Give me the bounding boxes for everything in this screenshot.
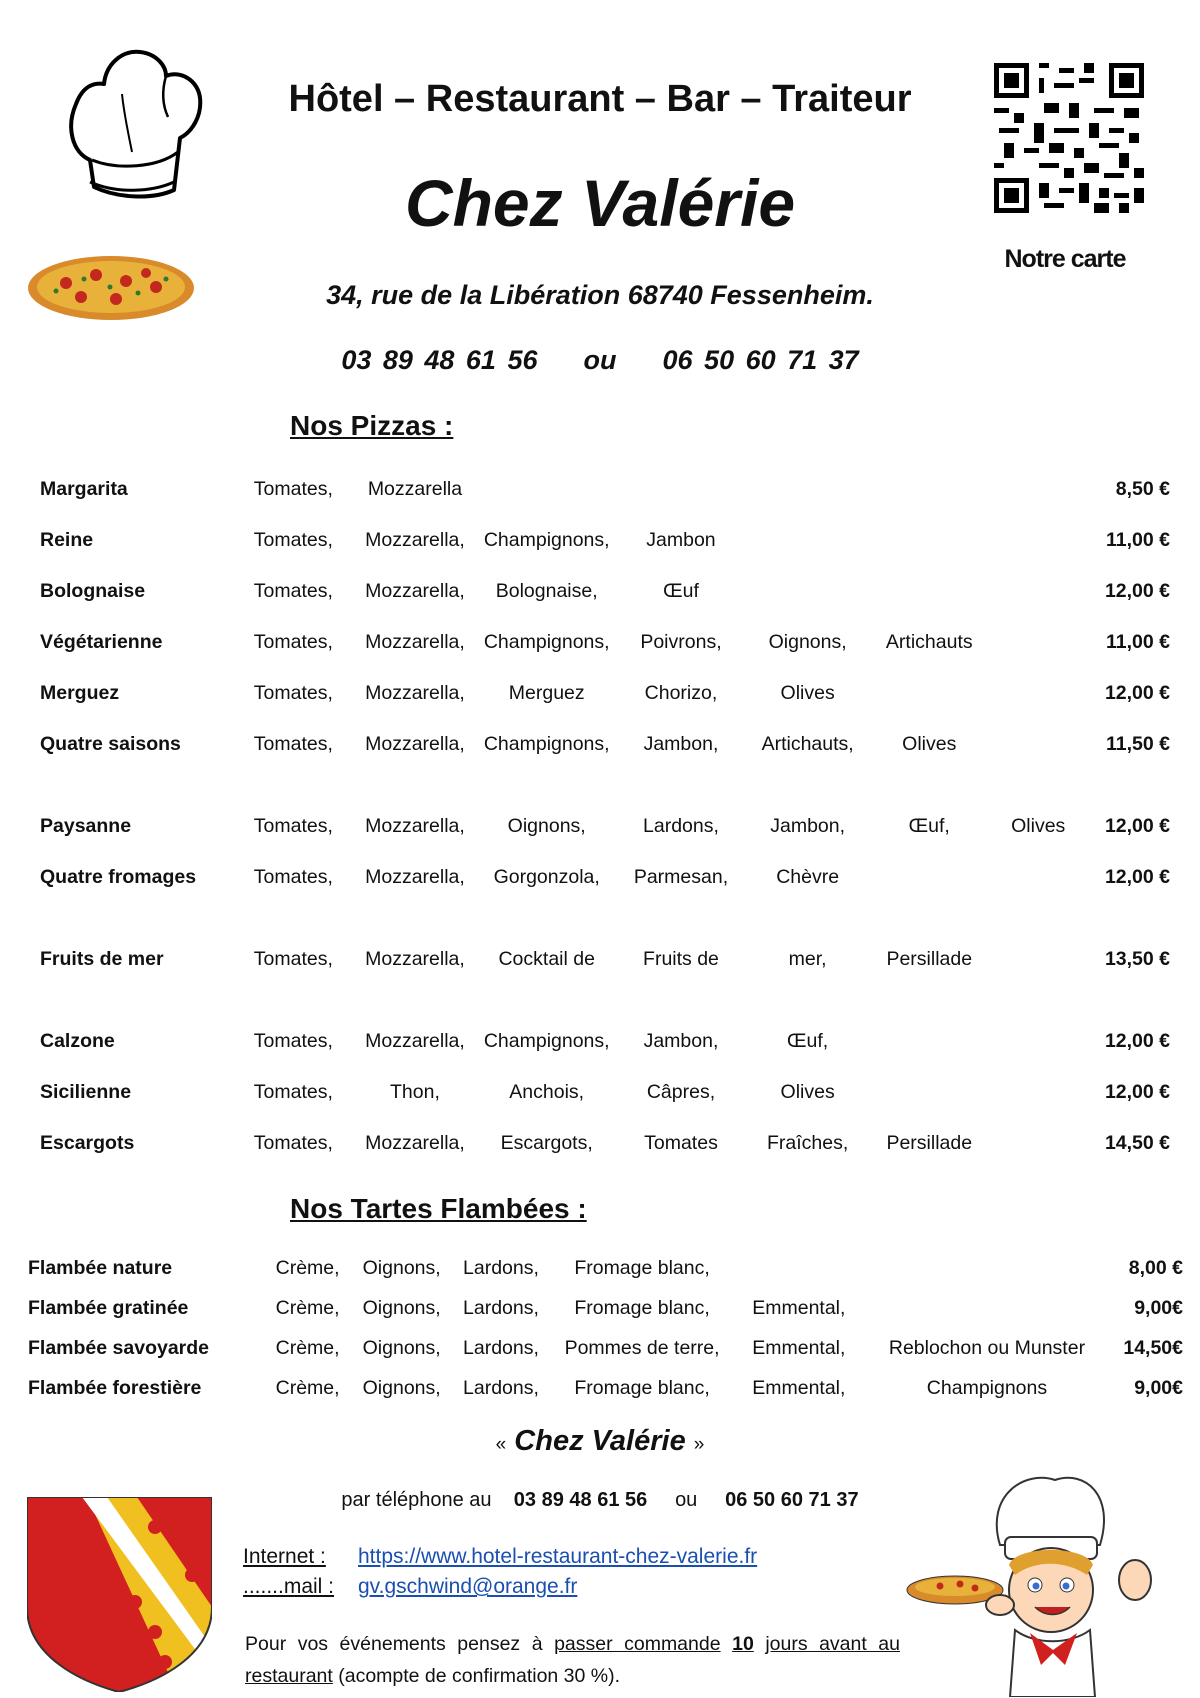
item-ingredient: Tomates, — [253, 866, 333, 888]
phone-numbers — [200, 345, 1000, 376]
item-price: 8,50 € — [1115, 478, 1170, 500]
menu-row — [40, 862, 1170, 944]
item-ingredient — [988, 729, 1089, 811]
menu-row — [40, 1026, 1170, 1077]
item-ingredient: Fromage blanc, — [574, 1257, 710, 1279]
item-ingredient: Pommes de terre, — [564, 1337, 720, 1359]
footer-phone-line — [250, 1489, 950, 1512]
item-name: Flambée forestière — [28, 1377, 202, 1399]
item-price: 11,00 € — [1106, 631, 1170, 653]
item-ingredient: Tomates — [644, 1132, 718, 1154]
item-ingredient: Tomates, — [253, 1132, 333, 1154]
item-price: 12,00 € — [1104, 815, 1170, 837]
mail-label: .......mail : — [243, 1575, 335, 1598]
item-ingredient: Lardons, — [463, 1377, 539, 1399]
item-ingredient: Fruits de — [643, 948, 719, 970]
item-ingredient: Champignons, — [483, 733, 610, 755]
item-ingredient: Câpres, — [646, 1081, 716, 1103]
quote-open: « — [495, 1434, 507, 1455]
item-ingredient: Oignons, — [362, 1337, 441, 1359]
item-ingredient: Jambon, — [643, 1030, 719, 1052]
item-ingredient: Mozzarella, — [365, 815, 465, 837]
item-ingredient: Tomates, — [253, 580, 333, 602]
item-ingredient: Mozzarella, — [365, 631, 465, 653]
item-ingredient: Tomates, — [253, 948, 333, 970]
item-ingredient: Escargots, — [500, 1132, 593, 1154]
pizza-icon — [26, 253, 196, 323]
item-ingredient — [988, 627, 1089, 678]
menu-row — [40, 729, 1170, 811]
item-ingredient: Oignons, — [362, 1297, 441, 1319]
menu-row — [28, 1375, 1183, 1415]
item-price: 14,50€ — [1123, 1337, 1183, 1359]
item-ingredient: Gorgonzola, — [493, 866, 600, 888]
item-name: Paysanne — [40, 815, 132, 837]
item-price: 12,00 € — [1104, 866, 1170, 888]
item-ingredient: Olives — [780, 682, 835, 704]
item-ingredient: Crème, — [275, 1337, 340, 1359]
item-ingredient — [871, 862, 988, 944]
menu-row — [40, 627, 1170, 678]
item-name: Quatre saisons — [40, 733, 181, 755]
item-ingredient: Oignons, — [362, 1257, 441, 1279]
qr-caption: Notre carte — [1004, 245, 1126, 273]
item-ingredient: Persillade — [886, 1132, 973, 1154]
events-text-2: passer commande — [554, 1633, 721, 1655]
item-ingredient: Tomates, — [253, 529, 333, 551]
events-text-3: jours avant au restaurant — [245, 1633, 900, 1687]
item-ingredient: Poivrons, — [640, 631, 722, 653]
item-ingredient: Mozzarella, — [365, 682, 465, 704]
item-ingredient — [618, 474, 745, 525]
phone-prefix: par téléphone au — [341, 1489, 492, 1511]
qr-code[interactable] — [994, 63, 1144, 213]
footer-phone-separator: ou — [675, 1489, 698, 1511]
menu-row — [40, 811, 1170, 862]
item-ingredient: Cocktail de — [498, 948, 595, 970]
item-ingredient: Jambon, — [643, 733, 719, 755]
events-text-4: (acompte de confirmation 30 %). — [338, 1665, 621, 1687]
item-ingredient: Champignons, — [483, 631, 610, 653]
item-ingredient — [871, 525, 988, 576]
item-ingredient — [871, 678, 988, 729]
phone-separator: ou — [583, 345, 617, 375]
item-ingredient — [871, 1077, 988, 1128]
item-ingredient: Œuf, — [787, 1030, 829, 1052]
item-ingredient: Tomates, — [253, 815, 333, 837]
item-ingredient — [476, 474, 618, 525]
item-ingredient — [988, 474, 1089, 525]
website-link[interactable]: https://www.hotel-restaurant-chez-valerie.fr — [358, 1545, 758, 1568]
item-ingredient: Persillade — [886, 948, 973, 970]
item-ingredient: Chèvre — [776, 866, 840, 888]
item-name: Quatre fromages — [40, 866, 197, 888]
item-price: 11,50 € — [1106, 733, 1170, 755]
item-ingredient: Jambon, — [770, 815, 846, 837]
item-ingredient: Mozzarella, — [365, 1030, 465, 1052]
item-ingredient: Mozzarella, — [365, 733, 465, 755]
item-name: Bolognaise — [40, 580, 146, 602]
menu-row — [40, 944, 1170, 1026]
item-ingredient: Oignons, — [507, 815, 586, 837]
events-note — [245, 1628, 900, 1692]
menu-row — [40, 1077, 1170, 1128]
item-name: Escargots — [40, 1132, 135, 1154]
item-ingredient: Fromage blanc, — [574, 1297, 710, 1319]
item-ingredient: Lardons, — [463, 1257, 539, 1279]
item-name: Calzone — [40, 1030, 115, 1052]
footer-restaurant-name: Chez Valérie — [514, 1425, 686, 1457]
item-price: 8,00 € — [1128, 1257, 1183, 1279]
item-price: 12,00 € — [1104, 1030, 1170, 1052]
item-ingredient: Parmesan, — [633, 866, 729, 888]
address: 34, rue de la Libération 68740 Fessenheim. — [326, 280, 874, 310]
item-ingredient — [864, 1255, 1110, 1295]
alsace-coat-of-arms-icon — [27, 1497, 212, 1692]
item-ingredient — [988, 862, 1089, 944]
item-ingredient: Artichauts, — [761, 733, 854, 755]
item-ingredient: Tomates, — [253, 1081, 333, 1103]
item-ingredient: Œuf, — [908, 815, 950, 837]
item-ingredient — [988, 678, 1089, 729]
tarte-menu-table — [28, 1255, 1183, 1415]
item-ingredient: Merguez — [508, 682, 585, 704]
item-ingredient: Lardons, — [643, 815, 719, 837]
item-ingredient: Thon, — [390, 1081, 440, 1103]
item-ingredient: Emmental, — [752, 1297, 846, 1319]
item-ingredient — [871, 474, 988, 525]
item-ingredient — [988, 1128, 1089, 1179]
item-name: Flambée savoyarde — [28, 1337, 210, 1359]
item-name: Végétarienne — [40, 631, 163, 653]
menu-row — [40, 678, 1170, 729]
item-ingredient: Tomates, — [253, 733, 333, 755]
item-ingredient: Mozzarella, — [365, 948, 465, 970]
item-ingredient — [744, 576, 871, 627]
footer-title — [300, 1425, 900, 1458]
item-ingredient: Champignons, — [483, 529, 610, 551]
item-ingredient: Anchois, — [509, 1081, 585, 1103]
item-name: Flambée gratinée — [28, 1297, 189, 1319]
item-ingredient — [988, 576, 1089, 627]
item-ingredient: Tomates, — [253, 682, 333, 704]
phone-1[interactable]: 03 89 48 61 56 — [341, 345, 538, 375]
item-ingredient: Lardons, — [463, 1297, 539, 1319]
item-ingredient: Olives — [902, 733, 957, 755]
contact-links — [243, 1542, 757, 1602]
phone-2[interactable]: 06 50 60 71 37 — [662, 345, 859, 375]
events-days: 10 — [732, 1633, 754, 1655]
business-categories: Hôtel – Restaurant – Bar – Traiteur — [288, 78, 912, 120]
item-ingredient: Emmental, — [752, 1377, 846, 1399]
item-ingredient: Jambon — [646, 529, 716, 551]
item-ingredient: Reblochon ou Munster — [888, 1337, 1086, 1359]
item-ingredient — [988, 1077, 1089, 1128]
menu-row — [40, 576, 1170, 627]
item-ingredient: Mozzarella, — [365, 580, 465, 602]
footer-phone-2[interactable]: 06 50 60 71 37 — [725, 1489, 859, 1511]
internet-label: Internet : — [243, 1545, 326, 1568]
chef-hat-icon — [62, 42, 207, 207]
item-ingredient: Tomates, — [253, 478, 333, 500]
item-ingredient: Chorizo, — [644, 682, 718, 704]
item-ingredient — [744, 474, 871, 525]
pizza-menu-table — [40, 474, 1170, 1179]
item-ingredient — [734, 1255, 865, 1295]
item-ingredient: Champignons, — [483, 1030, 610, 1052]
item-price: 13,50 € — [1104, 948, 1170, 970]
tartes-section-title: Nos Tartes Flambées : — [290, 1193, 587, 1224]
item-ingredient — [988, 1026, 1089, 1077]
item-ingredient: Crème, — [275, 1377, 340, 1399]
item-name: Fruits de mer — [40, 948, 164, 970]
item-name: Reine — [40, 529, 94, 551]
menu-row — [40, 474, 1170, 525]
item-ingredient: Champignons — [926, 1377, 1048, 1399]
item-ingredient: Lardons, — [463, 1337, 539, 1359]
menu-row — [40, 525, 1170, 576]
item-ingredient: Œuf — [663, 580, 699, 602]
quote-close: » — [693, 1434, 705, 1455]
item-ingredient: Mozzarella, — [365, 866, 465, 888]
email-link[interactable]: gv.gschwind@orange.fr — [358, 1575, 578, 1598]
item-ingredient — [988, 944, 1089, 1026]
item-price: 12,00 € — [1104, 1081, 1170, 1103]
item-ingredient: Oignons, — [362, 1377, 441, 1399]
menu-row — [40, 1128, 1170, 1179]
menu-row — [28, 1335, 1183, 1375]
item-ingredient: Olives — [780, 1081, 835, 1103]
item-ingredient — [864, 1295, 1110, 1335]
item-ingredient: Mozzarella, — [365, 1132, 465, 1154]
item-name: Margarita — [40, 478, 128, 500]
item-ingredient — [871, 576, 988, 627]
item-price: 9,00€ — [1134, 1377, 1183, 1399]
item-ingredient: mer, — [788, 948, 827, 970]
menu-row — [28, 1255, 1183, 1295]
item-ingredient: Emmental, — [752, 1337, 846, 1359]
item-ingredient: Mozzarella, — [365, 529, 465, 551]
item-ingredient: Mozzarella — [367, 478, 463, 500]
item-ingredient: Olives — [1011, 815, 1066, 837]
item-price: 12,00 € — [1104, 682, 1170, 704]
item-ingredient — [871, 1026, 988, 1077]
footer-phone-1[interactable]: 03 89 48 61 56 — [513, 1489, 648, 1511]
item-price: 12,00 € — [1104, 580, 1170, 602]
item-price: 14,50 € — [1104, 1132, 1170, 1154]
item-ingredient — [744, 525, 871, 576]
item-ingredient: Fraîches, — [767, 1132, 849, 1154]
item-ingredient: Artichauts — [885, 631, 973, 653]
item-ingredient: Fromage blanc, — [574, 1377, 710, 1399]
item-ingredient: Crème, — [275, 1257, 340, 1279]
item-price: 11,00 € — [1106, 529, 1170, 551]
item-name: Flambée nature — [28, 1257, 173, 1279]
item-name: Merguez — [40, 682, 120, 704]
item-ingredient: Oignons, — [768, 631, 847, 653]
item-ingredient: Tomates, — [253, 631, 333, 653]
item-price: 9,00€ — [1134, 1297, 1183, 1319]
item-ingredient: Bolognaise, — [495, 580, 598, 602]
item-ingredient: Tomates, — [253, 1030, 333, 1052]
events-text-1: Pour vos événements pensez à — [245, 1633, 543, 1655]
page-title: Chez Valérie — [404, 166, 796, 240]
item-ingredient — [988, 525, 1089, 576]
item-ingredient: Crème, — [275, 1297, 340, 1319]
chef-with-pizza-icon — [905, 1465, 1175, 1697]
item-name: Sicilienne — [40, 1081, 132, 1103]
pizzas-section-title: Nos Pizzas : — [290, 410, 454, 441]
menu-row — [28, 1295, 1183, 1335]
